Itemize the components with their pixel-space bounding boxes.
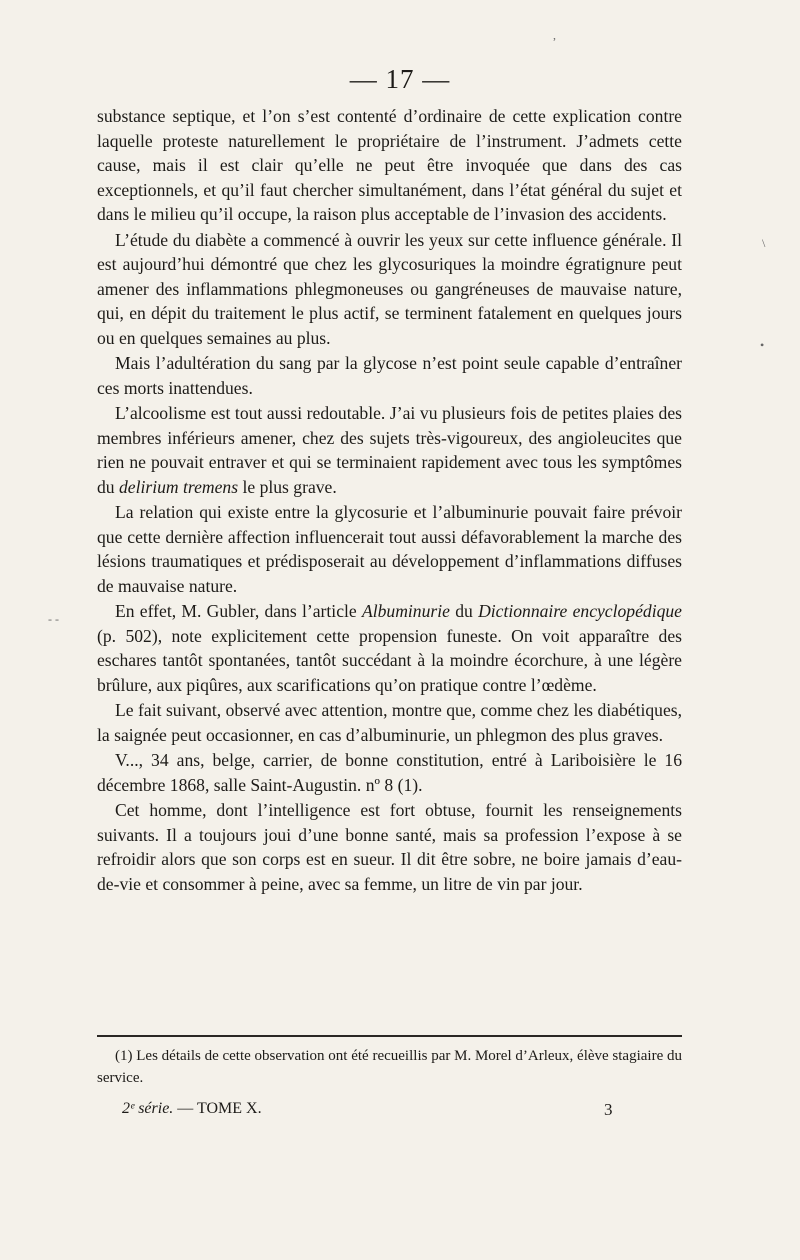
- printer-signature: [122, 1100, 622, 1118]
- paragraph: [97, 351, 682, 400]
- footnote-rule: [97, 1035, 682, 1037]
- italic-title: Albuminurie: [361, 601, 450, 621]
- text-run: Mais l’adultération du sang par la glycose n’est point seule capable d’entraîner ces morts inattendues.: [97, 353, 682, 398]
- paper-speck: \: [762, 236, 766, 250]
- text-run: Le fait suivant, observé avec attention, montre que, comme chez les diabétiques, la saignée peut occasionner, en cas d’albuminurie, un phlegmon des plus graves.: [97, 700, 682, 745]
- paragraph: [97, 798, 682, 896]
- sheet-number: 3: [604, 1100, 613, 1119]
- paragraph: [97, 228, 682, 351]
- footnote: (1) Les détails de cette observation ont été recueillis par M. Morel d’Arleux, élève stagiaire du service.: [97, 1048, 682, 1086]
- italic-title: delirium tremens: [119, 476, 239, 497]
- text-run: V..., 34 ans, belge, carrier, de bonne constitution, entré à Lariboisière le 16 décembre 1868, salle Saint-Augustin. nº 8 (1).: [97, 750, 682, 795]
- paragraph: [97, 599, 682, 697]
- paper-speck: ,: [553, 28, 556, 42]
- paragraph: [97, 748, 682, 797]
- italic-title: Dictionnaire encyclopédique: [478, 601, 682, 621]
- text-run: substance septique, et l’on s’est contenté d’ordinaire de cette explication contre laquelle proteste naturellement le propriétaire de l’instrument. J’admets cette cause, mais il est clair qu’elle ne peut être invoquée que dans des cas exceptionnels, et qu’il faut chercher simultanément, dans l’état général du sujet et dans le milieu qu’il occupe, la raison plus acceptable de l’invasion des accidents.: [97, 106, 682, 224]
- paragraph: [97, 104, 682, 227]
- paper-speck: - -: [48, 612, 59, 626]
- text-run: L’alcoolisme est tout aussi redoutable. J’ai vu plusieurs fois de petites plaies des membres inférieurs amener, chez des sujets très-vigoureux, des angioleucites que rien ne pouvait entraver et qui se terminaient rapidement avec tous les symptômes du: [97, 403, 682, 497]
- text-run: La relation qui existe entre la glycosurie et l’albuminurie pouvait faire prévoir que cette dernière affection influencerait tout aussi défavorablement la marche des lésions traumatiques et prédisposerait au développement d’inflammations diffuses de mauvaise nature.: [97, 502, 682, 596]
- text-run: Cet homme, dont l’intelligence est fort obtuse, fournit les renseignements suivants. Il a toujours joui d’une bonne santé, mais sa profession l’expose à se refroidir alors que son corps est en sueur. Il dit être sobre, ne boire jamais d’eau-de-vie et consommer à peine, avec sa femme, un litre de vin par jour.: [97, 800, 682, 894]
- tome-label: TOME X.: [197, 1100, 262, 1117]
- series-label: 2ᵉ série.: [122, 1100, 174, 1117]
- paper-speck: •: [760, 338, 765, 352]
- page-number: — 17 —: [349, 64, 451, 94]
- paragraph: [97, 500, 682, 598]
- signature-separator: —: [173, 1100, 198, 1117]
- text-run: En effet, M. Gubler, dans l’article: [115, 601, 362, 621]
- text-run: (p. 502), note explicitement cette propension funeste. On voit apparaître des eschares tantôt spontanées, tantôt succédant à la moindre écorchure, à une légère brûlure, aux piqûres, aux scarifications qu’on pratique contre l’œdème.: [97, 625, 682, 695]
- text-run: L’étude du diabète a commencé à ouvrir les yeux sur cette influence générale. Il est aujourd’hui démontré que chez les glycosuriques la moindre égratignure peut amener des inflammations phlegmoneuses ou gangréneuses de mauvaise nature, qui, en dépit du traitement le plus actif, se terminent fatalement en quelques jours ou en quelques semaines au plus.: [97, 229, 682, 348]
- paragraph: [97, 401, 682, 499]
- body-text: [97, 104, 682, 896]
- text-run: le plus grave.: [238, 476, 337, 497]
- text-run: du: [449, 601, 479, 621]
- paragraph: [97, 698, 682, 747]
